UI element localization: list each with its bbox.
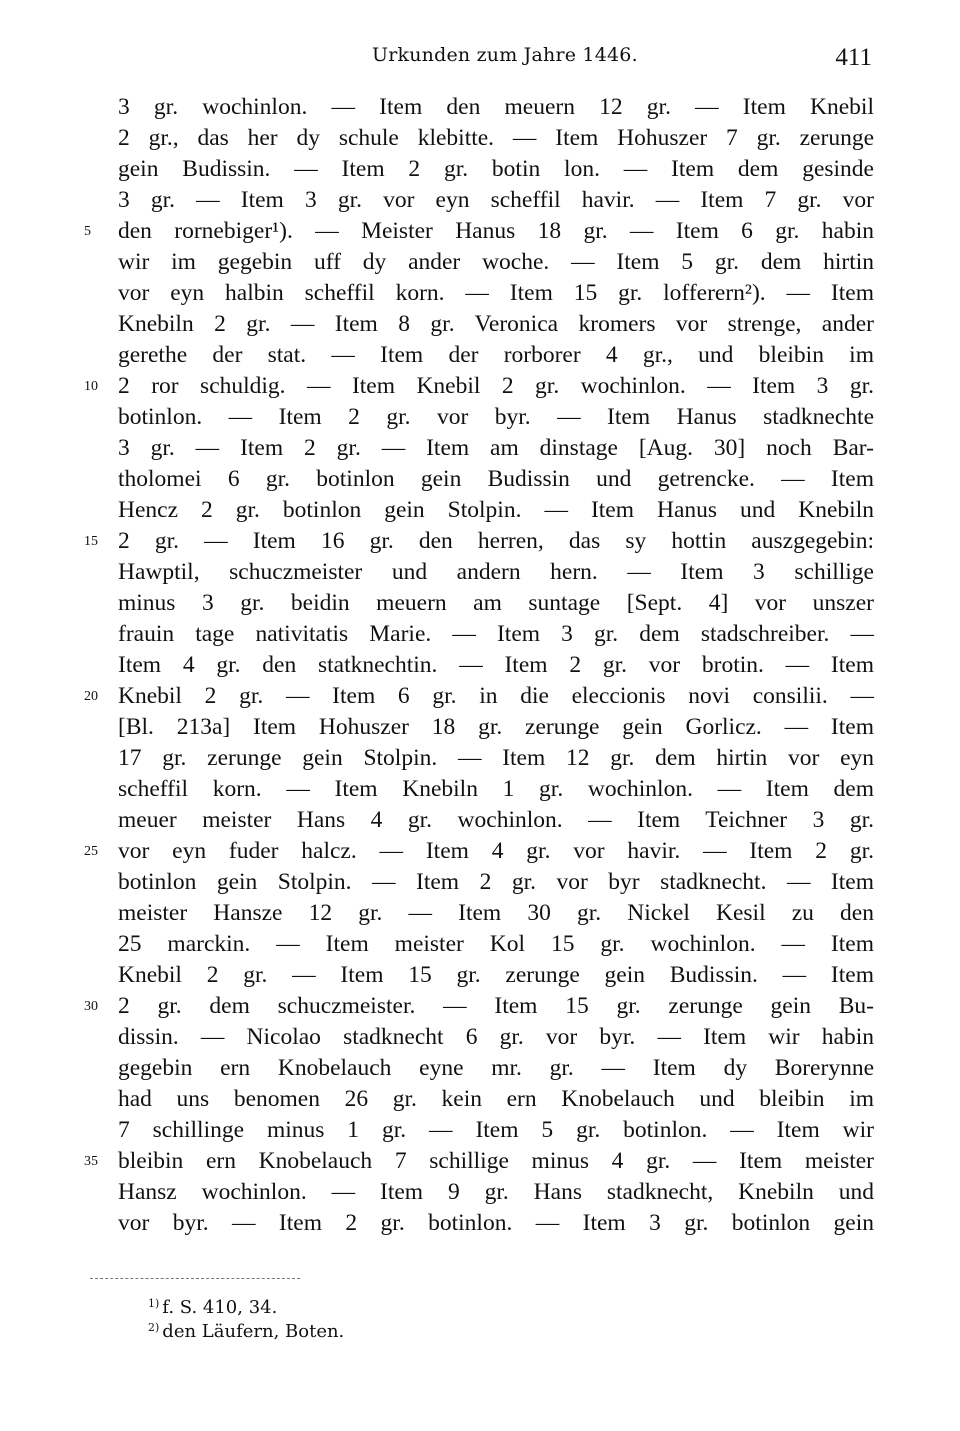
line-text: gegebin ern Knobelauch eyne mr. gr. — Item dy Borerynne	[118, 1055, 874, 1081]
line-number: 25	[84, 844, 98, 859]
footnote-text: f. S. 410, 34.	[162, 1297, 278, 1318]
text-line	[118, 340, 874, 371]
line-text: dissin. — Nicolao stadknecht 6 gr. vor byr. — Item wir habin	[118, 1024, 874, 1050]
text-line	[118, 433, 874, 464]
text-line	[118, 712, 874, 743]
text-line	[118, 464, 874, 495]
running-title: Urkunden zum Jahre 1446.	[372, 44, 638, 66]
text-line	[118, 898, 874, 929]
line-text: 3 gr. — Item 2 gr. — Item am dinstage [Aug. 30] noch Bar-	[118, 435, 874, 461]
text-line	[118, 154, 874, 185]
line-text: [Bl. 213a] Item Hohuszer 18 gr. zerunge gein Gorlicz. — Item	[118, 714, 874, 740]
line-text: 3 gr. wochinlon. — Item den meuern 12 gr. — Item Knebil	[118, 94, 874, 120]
text-line	[118, 743, 874, 774]
line-text: Knebil 2 gr. — Item 15 gr. zerunge gein Budissin. — Item	[118, 962, 874, 988]
text-line	[118, 92, 874, 123]
line-text: meuer meister Hans 4 gr. wochinlon. — Item Teichner 3 gr.	[118, 807, 874, 833]
footnote	[148, 1316, 548, 1340]
text-line	[118, 929, 874, 960]
text-line	[118, 309, 874, 340]
line-text: Hawptil, schuczmeister und andern hern. — Item 3 schillige	[118, 559, 874, 585]
text-line	[118, 247, 874, 278]
text-line	[118, 402, 874, 433]
line-text: had uns benomen 26 gr. kein ern Knobelauch und bleibin im	[118, 1086, 874, 1112]
text-line	[118, 1053, 874, 1084]
text-line	[118, 588, 874, 619]
line-text: 2 gr., das her dy schule klebitte. — Item Hohuszer 7 gr. zerunge	[118, 125, 874, 151]
line-text: 17 gr. zerunge gein Stolpin. — Item 12 gr. dem hirtin vor eyn	[118, 745, 874, 771]
line-text: 25 marckin. — Item meister Kol 15 gr. wochinlon. — Item	[118, 931, 874, 957]
footnote	[148, 1292, 548, 1316]
line-text: gerethe der stat. — Item der rorborer 4 gr., und bleibin im	[118, 342, 874, 368]
text-line	[118, 650, 874, 681]
line-text: scheffil korn. — Item Knebiln 1 gr. wochinlon. — Item dem	[118, 776, 874, 802]
text-line	[84, 991, 874, 1022]
text-line	[118, 185, 874, 216]
footnote-rule	[90, 1278, 300, 1279]
line-text: vor eyn halbin scheffil korn. — Item 15 gr. lofferern²). — Item	[118, 280, 874, 306]
line-text: vor byr. — Item 2 gr. botinlon. — Item 3 gr. botinlon gein	[118, 1210, 874, 1236]
line-text: Knebil 2 gr. — Item 6 gr. in die eleccionis novi consilii. —	[118, 683, 874, 709]
body-text	[84, 92, 874, 1239]
line-text: wir im gegebin uff dy ander woche. — Item 5 gr. dem hirtin	[118, 249, 874, 275]
running-head	[0, 44, 960, 74]
line-text: 2 ror schuldig. — Item Knebil 2 gr. wochinlon. — Item 3 gr.	[118, 373, 874, 399]
footnote-mark: 1)	[148, 1297, 160, 1310]
line-number: 35	[84, 1154, 98, 1169]
text-line	[118, 774, 874, 805]
line-text: 7 schillinge minus 1 gr. — Item 5 gr. botinlon. — Item wir	[118, 1117, 874, 1143]
line-text: den rornebiger¹). — Meister Hanus 18 gr. — Item 6 gr. habin	[118, 218, 874, 244]
line-text: frauin tage nativitatis Marie. — Item 3 gr. dem stadschreiber. —	[118, 621, 874, 647]
text-line	[84, 371, 874, 402]
text-line	[84, 216, 874, 247]
text-line	[118, 867, 874, 898]
line-text: tholomei 6 gr. botinlon gein Budissin und getrencke. — Item	[118, 466, 874, 492]
line-text: 3 gr. — Item 3 gr. vor eyn scheffil havir. — Item 7 gr. vor	[118, 187, 874, 213]
line-number: 5	[84, 224, 91, 239]
text-line	[118, 278, 874, 309]
line-text: Hansz wochinlon. — Item 9 gr. Hans stadknecht, Knebiln und	[118, 1179, 874, 1205]
text-line	[118, 805, 874, 836]
line-text: meister Hansze 12 gr. — Item 30 gr. Nickel Kesil zu den	[118, 900, 874, 926]
text-line	[118, 1022, 874, 1053]
page-number: 411	[835, 44, 872, 71]
line-text: 2 gr. — Item 16 gr. den herren, das sy hottin auszgegebin:	[118, 528, 874, 554]
line-number: 30	[84, 999, 98, 1014]
text-line	[84, 681, 874, 712]
line-text: 2 gr. dem schuczmeister. — Item 15 gr. zerunge gein Bu-	[118, 993, 874, 1019]
text-line	[118, 495, 874, 526]
line-text: gein Budissin. — Item 2 gr. botin lon. — Item dem gesinde	[118, 156, 874, 182]
text-line	[118, 1084, 874, 1115]
text-line	[118, 1208, 874, 1239]
text-line	[118, 123, 874, 154]
line-text: Item 4 gr. den statknechtin. — Item 2 gr. vor brotin. — Item	[118, 652, 874, 678]
line-text: botinlon. — Item 2 gr. vor byr. — Item Hanus stadknechte	[118, 404, 874, 430]
text-line	[118, 1177, 874, 1208]
line-number: 10	[84, 379, 98, 394]
text-line	[118, 557, 874, 588]
text-line	[84, 526, 874, 557]
text-line	[118, 1115, 874, 1146]
line-text: Knebiln 2 gr. — Item 8 gr. Veronica kromers vor strenge, ander	[118, 311, 874, 337]
line-number: 20	[84, 689, 98, 704]
footnote-text: den Läufern, Boten.	[162, 1321, 345, 1342]
line-text: Hencz 2 gr. botinlon gein Stolpin. — Item Hanus und Knebiln	[118, 497, 874, 523]
text-line	[84, 836, 874, 867]
footnotes	[148, 1292, 548, 1340]
line-text: minus 3 gr. beidin meuern am suntage [Sept. 4] vor unszer	[118, 590, 874, 616]
text-line	[118, 619, 874, 650]
line-text: bleibin ern Knobelauch 7 schillige minus 4 gr. — Item meister	[118, 1148, 874, 1174]
line-text: botinlon gein Stolpin. — Item 2 gr. vor byr stadknecht. — Item	[118, 869, 874, 895]
text-line	[84, 1146, 874, 1177]
footnote-mark: 2)	[148, 1321, 160, 1334]
line-text: vor eyn fuder halcz. — Item 4 gr. vor havir. — Item 2 gr.	[118, 838, 874, 864]
text-line	[118, 960, 874, 991]
line-number: 15	[84, 534, 98, 549]
